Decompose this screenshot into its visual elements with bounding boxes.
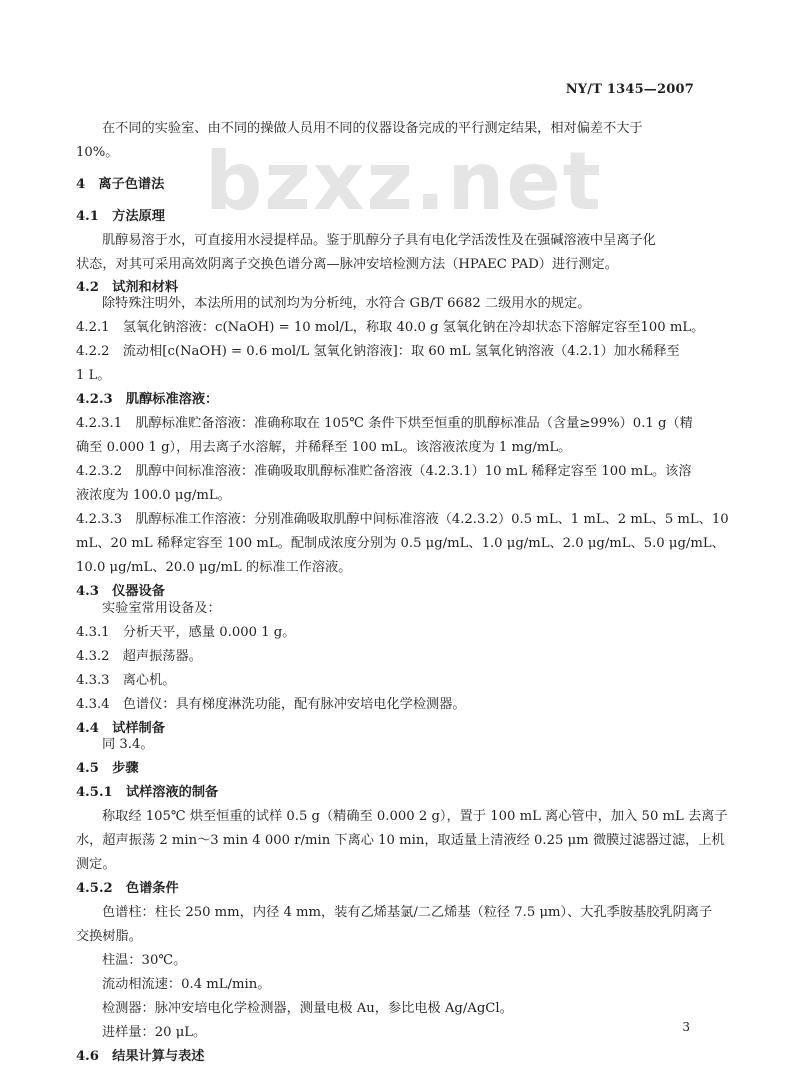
subsection-heading: 4.5.2 色谱条件 <box>76 881 179 896</box>
paragraph-line: 4.3.4 色谱仪：具有梯度淋洗功能，配有脉冲安培电化学检测器。 <box>76 697 466 712</box>
paragraph-line: 4.3.1 分析天平，感量 0.000 1 g。 <box>76 625 296 640</box>
paragraph-line: 10%。 <box>76 145 119 160</box>
paragraph-line: 除特殊注明外，本法所用的试剂均为分析纯，水符合 GB/T 6682 二级用水的规定。 <box>102 296 591 311</box>
paragraph-line: 10.0 μg/mL、20.0 μg/mL 的标准工作溶液。 <box>76 560 352 575</box>
paragraph-line: 液浓度为 100.0 μg/mL。 <box>76 488 231 503</box>
subsection-heading: 4.5 步骤 <box>76 761 139 776</box>
paragraph-line: 确至 0.000 1 g），用去离子水溶解，并稀释至 100 mL。该溶液浓度为 1 mg/mL。 <box>76 440 572 455</box>
subsection-heading: 4.5.1 试样溶液的制备 <box>76 785 219 800</box>
paragraph-line: 状态，对其可采用高效阴离子交换色谱分离—脉冲安培检测方法（HPAEC PAD）进行测定。 <box>76 257 618 272</box>
paragraph-line: 1 L。 <box>76 368 111 383</box>
paragraph-line: 4.2.1 氢氧化钠溶液：c(NaOH) = 10 mol/L，称取 40.0 g 氢氧化钠在冷却状态下溶解定容至100 mL。 <box>76 320 705 335</box>
paragraph-line: 肌醇易溶于水，可直接用水浸提样品。鉴于肌醇分子具有电化学活泼性及在强碱溶液中呈离子化 <box>102 233 656 248</box>
paragraph-line: 测定。 <box>76 857 116 872</box>
paragraph-line: mL、20 mL 稀释定容至 100 mL。配制成浓度分别为 0.5 μg/mL、1.0 μg/mL、2.0 μg/mL、5.0 μg/mL、 <box>76 536 725 551</box>
paragraph-line: 4.2.3.2 肌醇中间标准溶液：准确吸取肌醇标准贮备溶液（4.2.3.1）10 mL 稀释定容至 100 mL。该溶 <box>76 464 692 479</box>
subsection-heading: 4.2 试剂和材料 <box>76 280 179 295</box>
paragraph-line: 4.2.3.3 肌醇标准工作溶液：分别准确吸取肌醇中间标准溶液（4.2.3.2）0.5 mL、1 mL、2 mL、5 mL、10 <box>76 512 729 527</box>
paragraph-line: 称取经 105℃ 烘至恒重的试样 0.5 g（精确至 0.000 2 g），置于 100 mL 离心管中，加入 50 mL 去离子 <box>102 809 728 824</box>
subsection-heading: 4.6 结果计算与表述 <box>76 1049 205 1064</box>
watermark-text: bzxz.net <box>205 135 603 228</box>
paragraph-line: 4.3.2 超声振荡器。 <box>76 649 202 664</box>
page-number: 3 <box>682 1020 690 1034</box>
paragraph-line: 检测器：脉冲安培电化学检测器，测量电极 Au，参比电极 Ag/AgCl。 <box>102 1001 513 1016</box>
subsection-heading: 4.1 方法原理 <box>76 209 165 224</box>
paragraph-line: 流动相流速：0.4 mL/min。 <box>102 977 271 992</box>
section-heading: 4 离子色谱法 <box>76 177 165 192</box>
subsection-heading: 4.4 试样制备 <box>76 721 165 736</box>
paragraph-line: 4.2.2 流动相[c(NaOH) = 0.6 mol/L 氢氧化钠溶液]：取 60 mL 氢氧化钠溶液（4.2.1）加水稀释至 <box>76 344 680 359</box>
paragraph-line: 进样量：20 μL。 <box>102 1025 207 1040</box>
paragraph-line: 水，超声振荡 2 min～3 min 4 000 r/min 下离心 10 min，取适量上清液经 0.25 μm 微膜过滤器过滤，上机 <box>76 833 725 848</box>
paragraph-line: 实验室常用设备及： <box>102 601 221 616</box>
paragraph-line: 在不同的实验室、由不同的操做人员用不同的仪器设备完成的平行测定结果，相对偏差不大于 <box>102 121 643 136</box>
paragraph-line: 4.3.3 离心机。 <box>76 673 176 688</box>
subsection-heading: 4.3 仪器设备 <box>76 584 165 599</box>
paragraph-line: 交换树脂。 <box>76 929 142 944</box>
standard-code: NY/T 1345—2007 <box>565 82 694 97</box>
paragraph-line: 4.2.3.1 肌醇标准贮备溶液：准确称取在 105℃ 条件下烘至恒重的肌醇标准品（含量≥99%）0.1 g（精 <box>76 416 693 431</box>
paragraph-line: 色谱柱：柱长 250 mm，内径 4 mm，装有乙烯基氯/二乙烯基（粒径 7.5 μm）、大孔季胺基胶乳阴离子 <box>102 905 713 920</box>
subsection-heading: 4.2.3 肌醇标准溶液： <box>76 392 219 407</box>
paragraph-line: 柱温：30℃。 <box>102 953 187 968</box>
paragraph-line: 同 3.4。 <box>102 737 154 752</box>
